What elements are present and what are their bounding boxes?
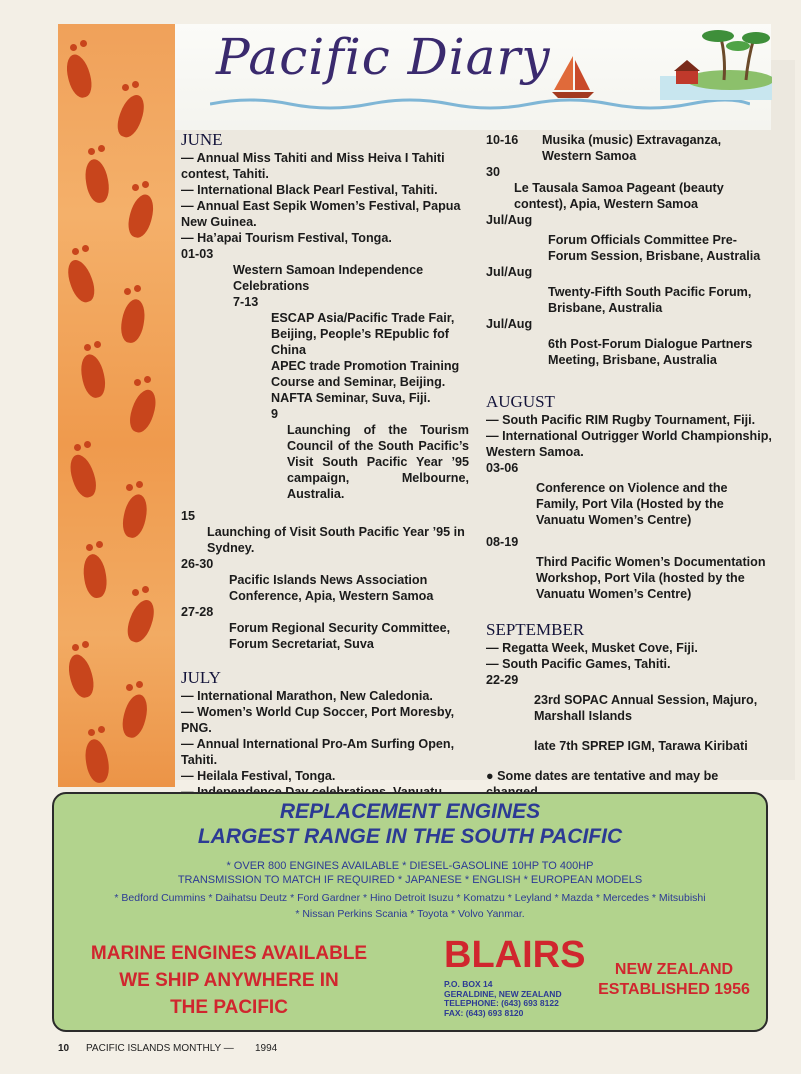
event-date: 7-13: [233, 295, 259, 309]
ad-slogan: MARINE ENGINES AVAILABLE: [90, 943, 368, 964]
event-item: — Women’s World Cup Soccer, Port Moresby, PNG.: [181, 705, 455, 735]
ad-address: GERALDINE, NEW ZEALAND: [444, 988, 562, 999]
brand-logo: BLAIRS: [444, 934, 586, 976]
event-date: 26-30: [181, 557, 214, 571]
event-item: — Annual International Pro-Am Surfing Open, Tahiti.: [181, 737, 455, 767]
footprint-icon: [63, 257, 99, 306]
footprint-icon: [82, 157, 111, 204]
event-item: — Ha’apai Tourism Festival, Tonga.: [181, 231, 392, 245]
ad-established: ESTABLISHED 1956: [598, 981, 750, 998]
event-date: 08-19: [486, 535, 519, 549]
event-item: Conference on Violence and the Family, Port Vila (Hosted by the Vanuatu Women’s Centre): [536, 481, 728, 527]
ad-brands: * Bedford Cummins * Daihatsu Deutz * Ford Gardner * Hino Detroit Isuzu * Komatzu * Leyland * Mazda * Mercedes * Mitsubishi: [114, 892, 706, 904]
footprint-icon: [78, 352, 109, 400]
ad-subheadline: LARGEST RANGE IN THE SOUTH PACIFIC: [197, 825, 623, 848]
event-item: Launching of the Tourism Council of the South Pacific’s Visit South Pacific Year ’95 campaign, Melbourne, Australia.: [287, 423, 469, 501]
footprint-icon: [118, 297, 147, 344]
event-item: Launching of Visit South Pacific Year ’95 in Sydney.: [207, 525, 465, 555]
ad-established: NEW ZEALAND: [614, 961, 734, 978]
event-item: Western Samoan Independence Celebrations: [233, 263, 424, 293]
month-heading-july: JULY: [181, 668, 221, 687]
ad-address: P.O. BOX 14: [444, 979, 493, 989]
footprint-icon: [126, 387, 161, 436]
ad-address: FAX: (643) 693 8120: [444, 1007, 524, 1018]
event-item: — International Outrigger World Championship, Western Samoa.: [486, 429, 772, 459]
event-item: APEC trade Promotion Training Course and Seminar, Beijing.: [271, 359, 460, 389]
island-icon: [660, 26, 772, 100]
footprint-icon: [113, 92, 149, 141]
event-item: — Annual East Sepik Women’s Festival, Papua New Guinea.: [181, 199, 461, 229]
event-item: late 7th SPREP IGM, Tarawa Kiribati: [534, 739, 748, 753]
event-item: Le Tausala Samoa Pageant (beauty contest), Apia, Western Samoa: [514, 181, 724, 211]
footprint-icon: [66, 452, 101, 501]
event-item: Musika (music) Extravaganza, Western Samoa: [542, 133, 722, 163]
event-date: 30: [486, 165, 501, 179]
ad-headline: REPLACEMENT ENGINES: [279, 800, 541, 823]
ad-line: TRANSMISSION TO MATCH IF REQUIRED * JAPANESE * ENGLISH * EUROPEAN MODELS: [177, 874, 643, 886]
month-heading-june: JUNE: [181, 130, 223, 149]
event-item: NAFTA Seminar, Suva, Fiji.: [271, 391, 431, 405]
event-item: Pacific Islands News Association Conference, Apia, Western Samoa: [229, 573, 434, 603]
footprint-icon: [120, 492, 151, 540]
event-date: 01-03: [181, 247, 214, 261]
event-item: Forum Regional Security Committee, Forum Secretariat, Suva: [229, 621, 451, 651]
event-item: — South Pacific Games, Tahiti.: [486, 657, 671, 671]
footprint-icon: [125, 192, 158, 240]
event-item: — Annual Miss Tahiti and Miss Heiva I Tahiti contest, Tahiti.: [181, 151, 445, 181]
event-item: — South Pacific RIM Rugby Tournament, Fiji.: [486, 413, 756, 427]
footnote: ● Some dates are tentative and may be: [486, 769, 719, 783]
ad-line: * OVER 800 ENGINES AVAILABLE * DIESEL-GASOLINE 10HP TO 400HP: [226, 860, 594, 872]
left-column: [181, 132, 469, 800]
month-heading-august: AUGUST: [486, 392, 555, 411]
ad-slogan: THE PACIFIC: [170, 997, 288, 1018]
footprints-border: [58, 24, 175, 787]
right-column: [486, 132, 772, 800]
engine-advertisement: [52, 792, 768, 1032]
ad-brands: * Nissan Perkins Scania * Toyota * Volvo Yanmar.: [295, 908, 525, 920]
event-item: — Regatta Week, Musket Cove, Fiji.: [486, 641, 698, 655]
ad-slogan: WE SHIP ANYWHERE IN: [119, 970, 339, 991]
page-number: 10: [58, 1043, 70, 1054]
event-date: 10-16: [486, 133, 519, 147]
magazine-year: 1994: [255, 1043, 278, 1054]
event-date: Jul/Aug: [486, 213, 533, 227]
page-title: Pacific Diary: [216, 28, 551, 86]
event-item: 6th Post-Forum Dialogue Partners Meeting, Brisbane, Australia: [548, 337, 753, 367]
event-item: — International Black Pearl Festival, Tahiti.: [181, 183, 438, 197]
footprint-icon: [81, 553, 109, 600]
event-date: Jul/Aug: [486, 265, 533, 279]
ad-address: TELEPHONE: (643) 693 8122: [444, 998, 559, 1008]
footprint-icon: [65, 652, 98, 700]
event-item: — Heilala Festival, Tonga.: [181, 769, 336, 783]
event-date: 9: [271, 407, 279, 421]
footprint-icon: [82, 737, 111, 784]
event-item: — International Marathon, New Caledonia.: [181, 689, 433, 703]
event-date: Jul/Aug: [486, 317, 533, 331]
event-date: 22-29: [486, 673, 519, 687]
event-item: Third Pacific Women’s Documentation Workshop, Port Vila (hosted by the Vanuatu Women’s Centre): [536, 555, 766, 601]
event-date: 15: [181, 509, 196, 523]
event-item: Forum Officials Committee Pre-Forum Session, Brisbane, Australia: [548, 233, 761, 263]
footprint-icon: [123, 597, 159, 646]
event-date: 03-06: [486, 461, 519, 475]
month-heading-september: SEPTEMBER: [486, 620, 585, 639]
event-item: 23rd SOPAC Annual Session, Majuro, Marshall Islands: [534, 693, 758, 723]
event-date: 27-28: [181, 605, 214, 619]
event-item: Twenty-Fifth South Pacific Forum, Brisbane, Australia: [548, 285, 752, 315]
magazine-name: PACIFIC ISLANDS MONTHLY —: [86, 1043, 234, 1054]
footprint-icon: [119, 692, 151, 740]
sailboat-icon: [548, 52, 598, 102]
footprint-icon: [63, 52, 96, 100]
event-item: ESCAP Asia/Pacific Trade Fair, Beijing, People’s REpublic fof China: [271, 311, 455, 357]
